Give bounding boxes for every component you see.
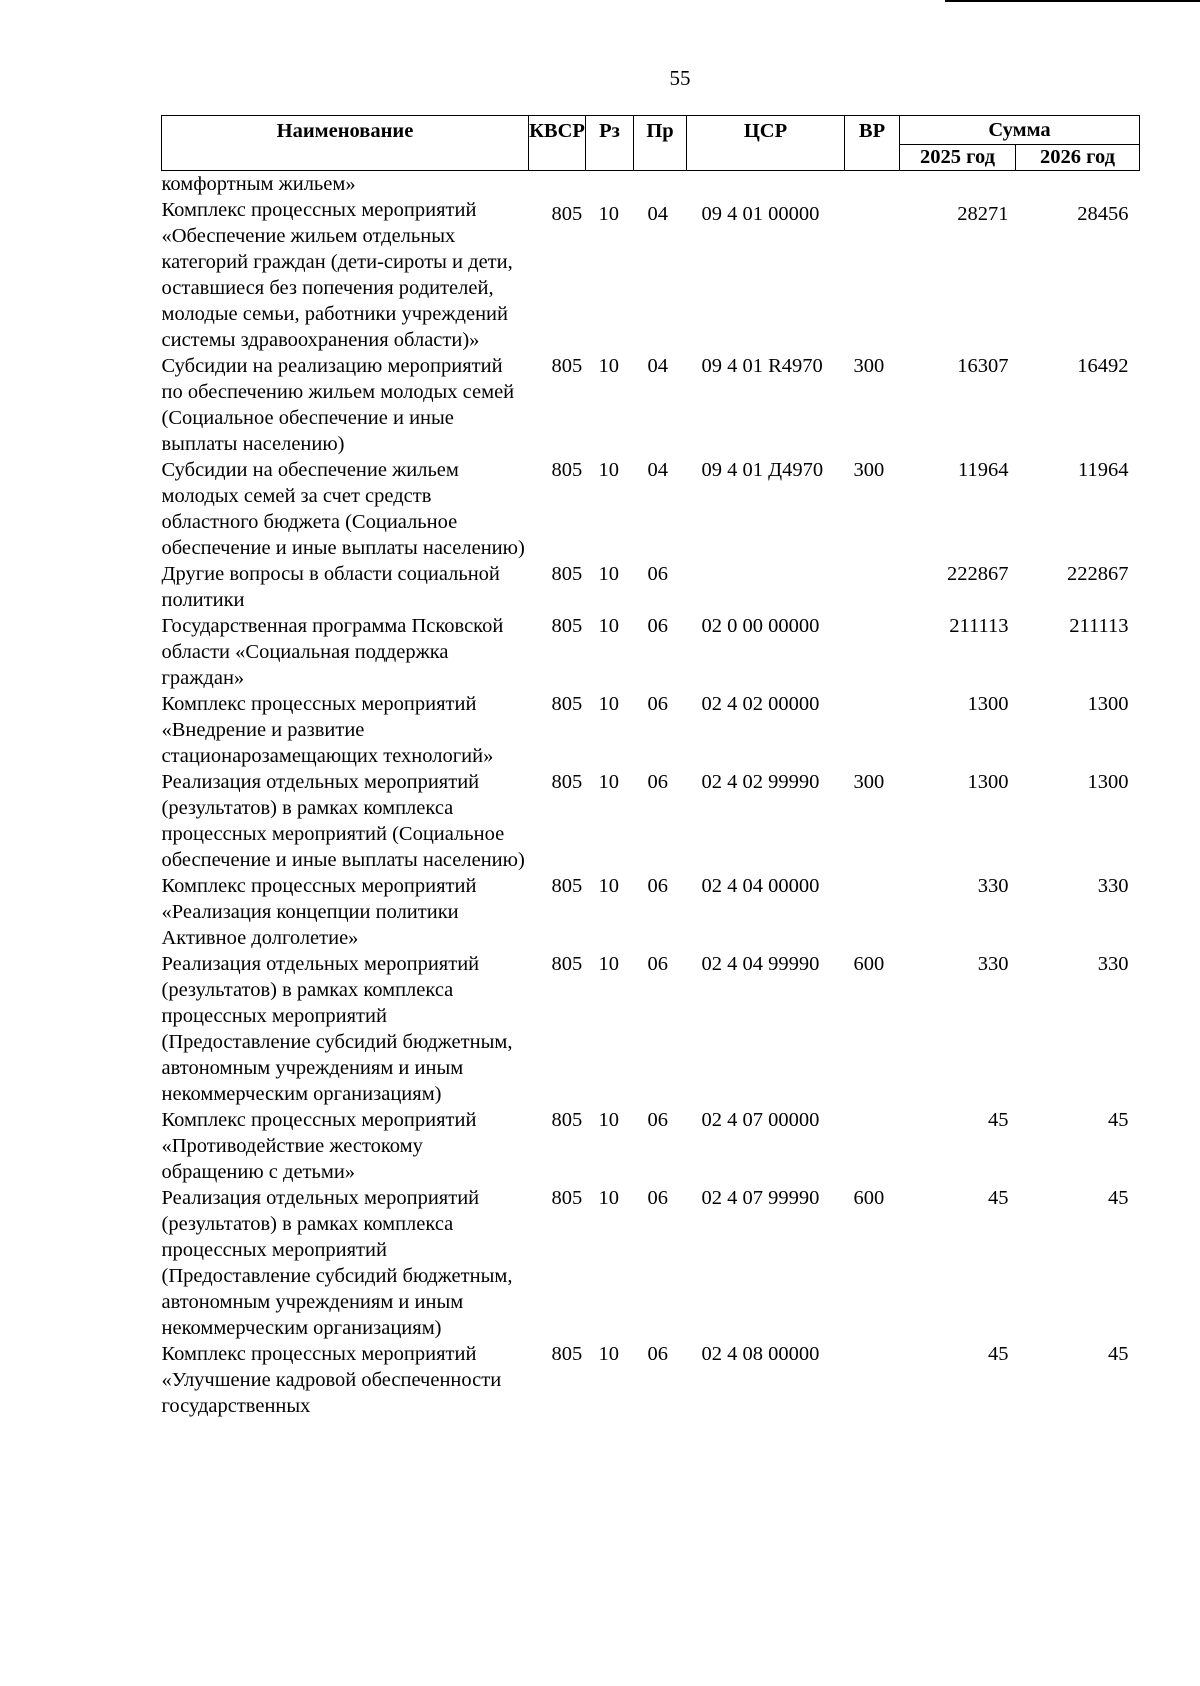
row-rz-cell: 10 (598, 875, 619, 897)
row-rz-cell: 10 (598, 953, 619, 975)
budget-table (161, 115, 1140, 1419)
row-kvsr-cell: 805 (551, 1343, 583, 1365)
row-sum-2025-cell: 11964 (958, 459, 1009, 481)
row-vr-cell: 300 (853, 771, 885, 793)
row-kvsr-cell: 805 (551, 355, 583, 377)
row-sum-2026-cell: 45 (1108, 1109, 1129, 1131)
row-name-cell: Комплекс процессных мероприятий «Реализация концепции политики Активное долголетие» (161, 875, 477, 949)
table-row (162, 197, 1140, 353)
row-csr-cell (687, 171, 845, 198)
row-kvsr-cell: 805 (551, 953, 583, 975)
row-pr-cell: 04 (647, 459, 668, 481)
row-sum-2026-cell: 1300 (1087, 771, 1129, 793)
row-kvsr-cell: 805 (551, 1187, 583, 1209)
row-rz-cell: 10 (598, 355, 619, 377)
row-vr-cell (845, 1107, 900, 1185)
row-csr-cell: 02 4 02 99990 (701, 771, 820, 793)
row-sum-2026-cell: 16492 (1077, 355, 1129, 377)
row-sum-2025-cell: 211113 (949, 615, 1009, 637)
page-number: 55 (669, 66, 691, 90)
row-vr-cell (845, 1341, 900, 1419)
row-sum-2026-cell: 330 (1097, 875, 1129, 897)
row-csr-cell: 02 4 02 00000 (701, 693, 820, 715)
row-name-cell: Комплекс процессных мероприятий «Обеспечение жильем отдельных категорий граждан (дети-сироты и дети, оставшиеся без попечения родителей, молодые семьи, работники учреждений системы здравоохранения области)» (161, 199, 513, 351)
header-sum: Сумма (900, 116, 1140, 145)
header-csr: ЦСР (687, 116, 845, 171)
row-vr-cell (845, 561, 900, 613)
table-row (162, 171, 1140, 198)
row-rz-cell: 10 (598, 563, 619, 585)
row-pr-cell: 06 (647, 1187, 668, 1209)
row-pr-cell: 06 (647, 615, 668, 637)
table-row (162, 1341, 1140, 1419)
table-row (162, 1185, 1140, 1341)
row-vr-cell (845, 691, 900, 769)
row-kvsr-cell: 805 (551, 771, 583, 793)
row-vr-cell (845, 613, 900, 691)
row-sum-2026-cell (1016, 171, 1140, 198)
top-edge-rule (945, 0, 1200, 2)
row-name-cell: Субсидии на реализацию мероприятий по обеспечению жильем молодых семей (Социальное обеспечение и иные выплаты населению) (161, 355, 515, 455)
row-sum-2025-cell (900, 171, 1016, 198)
row-csr-cell: 02 4 04 00000 (701, 875, 820, 897)
row-sum-2025-cell: 222867 (947, 563, 1009, 585)
row-vr-cell (845, 171, 900, 198)
row-name-cell: Реализация отдельных мероприятий (результатов) в рамках комплекса процессных мероприятий (Социальное обеспечение и иные выплаты населению) (161, 771, 525, 871)
header-year-2025: 2025 год (900, 144, 1016, 170)
row-name-cell: Другие вопросы в области социальной политики (161, 563, 500, 611)
row-name-cell: Субсидии на обеспечение жильем молодых семей за счет средств областного бюджета (Социальное обеспечение и иные выплаты населению) (161, 459, 525, 559)
row-kvsr-cell: 805 (551, 1109, 583, 1131)
row-rz-cell: 10 (598, 459, 619, 481)
header-pr: Пр (634, 116, 687, 171)
row-sum-2025-cell: 45 (988, 1187, 1009, 1209)
row-vr-cell: 600 (853, 1187, 885, 1209)
table-row (162, 457, 1140, 561)
row-kvsr-cell: 805 (551, 203, 583, 225)
row-name-cell: Комплекс процессных мероприятий «Улучшение кадровой обеспеченности государственных (161, 1343, 502, 1417)
row-rz-cell: 10 (598, 771, 619, 793)
row-kvsr-cell: 805 (551, 563, 583, 585)
row-rz-cell: 10 (598, 1187, 619, 1209)
row-rz-cell: 10 (598, 615, 619, 637)
header-rz: Рз (586, 116, 634, 171)
row-sum-2026-cell: 28456 (1077, 203, 1129, 225)
row-name-cell: комфортным жильем» (161, 173, 356, 195)
table-row (162, 873, 1140, 951)
row-sum-2026-cell: 1300 (1087, 693, 1129, 715)
row-rz-cell: 10 (598, 1343, 619, 1365)
row-kvsr-cell: 805 (551, 615, 583, 637)
table-row (162, 769, 1140, 873)
row-csr-cell: 09 4 01 00000 (701, 203, 820, 225)
row-sum-2025-cell: 1300 (967, 693, 1009, 715)
row-sum-2025-cell: 330 (977, 875, 1009, 897)
row-name-cell: Реализация отдельных мероприятий (результатов) в рамках комплекса процессных мероприятий (Предоставление субсидий бюджетным, автономным учреждениям и иным некоммерческим организациям) (161, 1187, 513, 1339)
row-csr-cell: 02 4 07 99990 (701, 1187, 820, 1209)
header-kvsr: КВСР (529, 116, 586, 171)
row-pr-cell: 06 (647, 771, 668, 793)
row-csr-cell: 02 0 00 00000 (701, 615, 820, 637)
row-sum-2025-cell: 45 (988, 1109, 1009, 1131)
row-pr-cell: 04 (647, 203, 668, 225)
row-kvsr-cell: 805 (551, 875, 583, 897)
row-csr-cell (687, 561, 845, 613)
row-sum-2026-cell: 211113 (1069, 615, 1129, 637)
row-csr-cell: 02 4 07 00000 (701, 1109, 820, 1131)
table-body (162, 171, 1140, 1420)
row-pr-cell: 04 (647, 355, 668, 377)
row-kvsr-cell: 805 (551, 693, 583, 715)
row-name-cell: Реализация отдельных мероприятий (результатов) в рамках комплекса процессных мероприятий (Предоставление субсидий бюджетным, автономным учреждениям и иным некоммерческим организациям) (161, 953, 513, 1105)
row-vr-cell (845, 873, 900, 951)
row-pr-cell (634, 171, 687, 198)
row-sum-2026-cell: 330 (1097, 953, 1129, 975)
row-vr-cell: 300 (853, 459, 885, 481)
row-sum-2025-cell: 16307 (957, 355, 1009, 377)
row-sum-2025-cell: 28271 (957, 203, 1009, 225)
row-csr-cell: 09 4 01 Д4970 (701, 459, 824, 481)
row-pr-cell: 06 (647, 563, 668, 585)
header-year-2026: 2026 год (1016, 144, 1140, 170)
row-sum-2025-cell: 45 (988, 1343, 1009, 1365)
row-rz-cell (586, 171, 634, 198)
row-sum-2025-cell: 330 (977, 953, 1009, 975)
header-name: Наименование (162, 116, 529, 171)
row-vr-cell (845, 197, 900, 353)
row-pr-cell: 06 (647, 1109, 668, 1131)
table-row (162, 1107, 1140, 1185)
row-sum-2026-cell: 45 (1108, 1343, 1129, 1365)
row-rz-cell: 10 (598, 1109, 619, 1131)
header-vr: ВР (845, 116, 900, 171)
row-name-cell: Государственная программа Псковской области «Социальная поддержка граждан» (161, 615, 504, 689)
row-vr-cell: 600 (853, 953, 885, 975)
row-kvsr-cell: 805 (551, 459, 583, 481)
row-pr-cell: 06 (647, 875, 668, 897)
row-sum-2026-cell: 222867 (1067, 563, 1129, 585)
table-row (162, 353, 1140, 457)
row-sum-2026-cell: 45 (1108, 1187, 1129, 1209)
row-name-cell: Комплекс процессных мероприятий «Внедрение и развитие стационарозамещающих технологий» (161, 693, 494, 767)
table-row (162, 951, 1140, 1107)
row-rz-cell: 10 (598, 203, 619, 225)
row-sum-2026-cell: 11964 (1078, 459, 1129, 481)
row-pr-cell: 06 (647, 953, 668, 975)
row-pr-cell: 06 (647, 1343, 668, 1365)
row-rz-cell: 10 (598, 693, 619, 715)
row-name-cell: Комплекс процессных мероприятий «Противодействие жестокому обращению с детьми» (161, 1109, 477, 1183)
row-sum-2025-cell: 1300 (967, 771, 1009, 793)
table-row (162, 613, 1140, 691)
row-kvsr-cell (529, 171, 586, 198)
table-row (162, 691, 1140, 769)
row-pr-cell: 06 (647, 693, 668, 715)
row-csr-cell: 09 4 01 R4970 (701, 355, 823, 377)
table-header (162, 116, 1140, 171)
row-csr-cell: 02 4 08 00000 (701, 1343, 820, 1365)
row-csr-cell: 02 4 04 99990 (701, 953, 820, 975)
table-row (162, 561, 1140, 613)
row-vr-cell: 300 (853, 355, 885, 377)
